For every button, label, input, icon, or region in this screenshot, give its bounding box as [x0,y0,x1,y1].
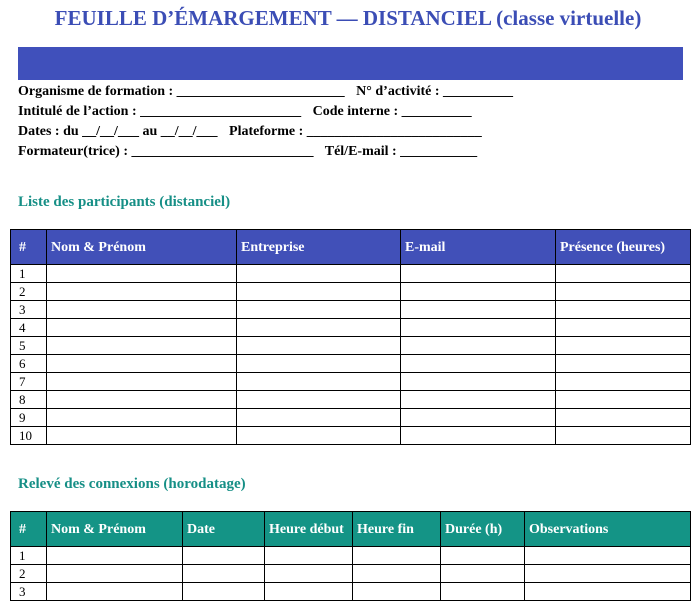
table-cell[interactable] [401,409,556,427]
table-cell[interactable] [401,265,556,283]
col-header-num: # [11,512,47,547]
header-banner [18,47,683,80]
col-header-duree: Durée (h) [441,512,525,547]
row-number: 8 [11,391,47,409]
col-header-heure-debut: Heure début [265,512,353,547]
table-cell[interactable] [47,565,183,583]
table-cell[interactable] [401,283,556,301]
table-cell[interactable] [47,427,237,445]
dates-field[interactable]: Dates : du __/__/___ au __/__/___ [18,124,218,139]
connexions-header-row [11,512,691,547]
table-cell[interactable] [47,337,237,355]
table-cell[interactable] [183,547,265,565]
row-number: 4 [11,319,47,337]
row-number: 5 [11,337,47,355]
table-cell[interactable] [441,583,525,601]
table-row [11,283,691,301]
table-row [11,373,691,391]
table-cell[interactable] [47,301,237,319]
table-cell[interactable] [525,547,691,565]
row-number: 2 [11,565,47,583]
table-cell[interactable] [353,565,441,583]
plateforme-field[interactable]: Plateforme : _________________________ [229,124,482,139]
row-number: 3 [11,301,47,319]
table-cell[interactable] [237,301,401,319]
row-number: 1 [11,547,47,565]
table-row [11,355,691,373]
table-cell[interactable] [401,301,556,319]
table-cell[interactable] [47,391,237,409]
table-cell[interactable] [556,355,691,373]
table-cell[interactable] [525,565,691,583]
table-cell[interactable] [525,583,691,601]
formateur-field[interactable]: Formateur(trice) : __________________________ [18,144,314,159]
row-number: 1 [11,265,47,283]
table-row [11,409,691,427]
info-block [18,82,688,162]
table-cell[interactable] [237,409,401,427]
row-number: 6 [11,355,47,373]
table-cell[interactable] [353,583,441,601]
table-cell[interactable] [401,391,556,409]
col-header-nom: Nom & Prénom [47,512,183,547]
table-cell[interactable] [556,427,691,445]
intitule-field[interactable]: Intitulé de l’action : _______________________ [18,104,302,119]
table-cell[interactable] [401,355,556,373]
table-row [11,391,691,409]
table-row [11,265,691,283]
info-row-organisme [18,82,688,102]
table-cell[interactable] [47,583,183,601]
row-number: 2 [11,283,47,301]
row-number: 7 [11,373,47,391]
table-cell[interactable] [401,337,556,355]
table-cell[interactable] [237,427,401,445]
connexions-section-title: Relevé des connexions (horodatage) [18,476,246,492]
col-header-email: E-mail [401,230,556,265]
table-cell[interactable] [237,355,401,373]
table-cell[interactable] [237,319,401,337]
table-cell[interactable] [556,265,691,283]
table-cell[interactable] [353,547,441,565]
table-row [11,583,691,601]
table-row [11,565,691,583]
table-cell[interactable] [183,565,265,583]
participants-table [10,229,691,445]
table-row [11,319,691,337]
table-row [11,337,691,355]
table-cell[interactable] [183,583,265,601]
table-cell[interactable] [237,265,401,283]
row-number: 3 [11,583,47,601]
table-row [11,427,691,445]
table-cell[interactable] [556,391,691,409]
table-cell[interactable] [237,283,401,301]
table-cell[interactable] [401,373,556,391]
organisme-field[interactable]: Organisme de formation : ________________________ [18,84,345,99]
col-header-nom: Nom & Prénom [47,230,237,265]
table-cell[interactable] [237,337,401,355]
table-cell[interactable] [47,409,237,427]
info-row-dates [18,122,688,142]
table-cell[interactable] [556,319,691,337]
connexions-table [10,511,691,601]
table-cell[interactable] [47,319,237,337]
info-row-formateur [18,142,688,162]
table-cell[interactable] [265,547,353,565]
row-number: 9 [11,409,47,427]
table-row [11,547,691,565]
table-cell[interactable] [401,319,556,337]
table-cell[interactable] [441,565,525,583]
activite-field[interactable]: N° d’activité : __________ [356,84,514,99]
table-cell[interactable] [47,547,183,565]
table-cell[interactable] [47,373,237,391]
table-cell[interactable] [556,301,691,319]
table-cell[interactable] [47,355,237,373]
col-header-presence: Présence (heures) [556,230,691,265]
table-cell[interactable] [556,283,691,301]
col-header-num: # [11,230,47,265]
col-header-heure-fin: Heure fin [353,512,441,547]
col-header-entreprise: Entreprise [237,230,401,265]
tel-email-field[interactable]: Tél/E-mail : ___________ [324,144,478,159]
table-row [11,301,691,319]
participants-header-row [11,230,691,265]
table-cell[interactable] [556,409,691,427]
table-cell[interactable] [265,565,353,583]
table-cell[interactable] [556,337,691,355]
table-cell[interactable] [401,427,556,445]
document-title: FEUILLE D’ÉMARGEMENT — DISTANCIEL (classe virtuelle) [54,6,642,30]
info-row-intitule [18,102,688,122]
col-header-observations: Observations [525,512,691,547]
row-number: 10 [11,427,47,445]
table-cell[interactable] [265,583,353,601]
col-header-date: Date [183,512,265,547]
code-interne-field[interactable]: Code interne : __________ [312,104,472,119]
table-cell[interactable] [441,547,525,565]
table-cell[interactable] [237,391,401,409]
table-cell[interactable] [556,373,691,391]
table-cell[interactable] [47,265,237,283]
participants-section-title: Liste des participants (distanciel) [18,194,231,210]
table-cell[interactable] [47,283,237,301]
table-cell[interactable] [237,373,401,391]
